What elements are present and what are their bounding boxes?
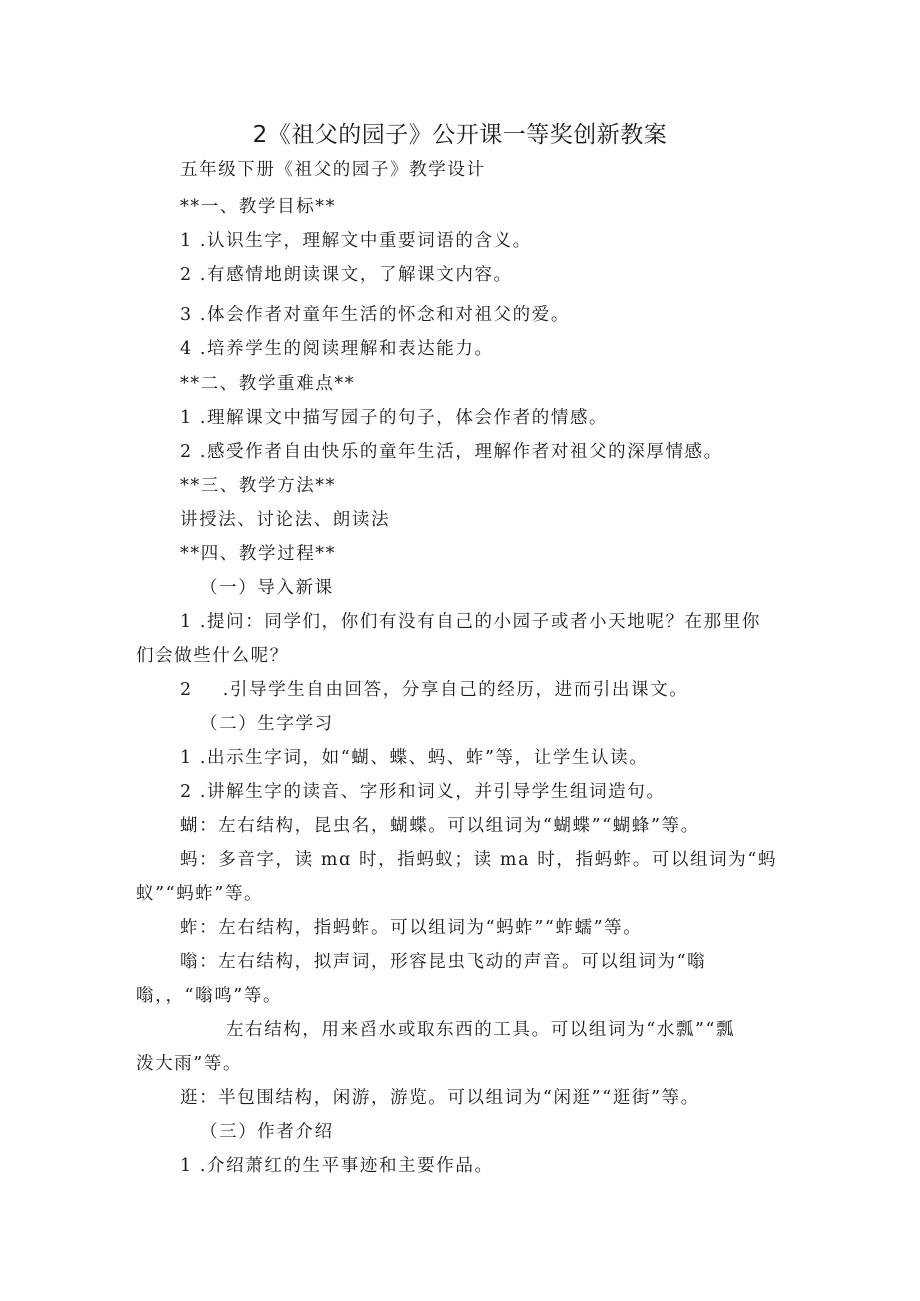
key-point-item: 1 .理解课文中描写园子的句子，体会作者的情感。 [180,408,609,428]
part1-item2-text: .引导学生自由回答，分享自己的经历，进而引出课文。 [222,680,689,700]
goal-item: 3 .体会作者对童年生活的怀念和对祖父的爱。 [180,305,570,325]
part1-item2 [180,678,688,702]
goals-heading: **一、教学目标** [180,197,336,217]
char-zha: 蚱：左右结构，指蚂蚱。可以组词为“蚂蚱”“蚱蠕”等。 [180,918,643,938]
document-title: 2《祖父的园子》公开课一等奖创新教案 [252,122,668,148]
method-heading: **三、教学方法** [180,476,336,496]
char-guang: 逛：半包围结构，闲游，游览。可以组词为“闲逛”“逛街”等。 [180,1088,700,1108]
key-point-item: 2 .感受作者自由快乐的童年生活，理解作者对祖父的深厚情感。 [180,442,723,462]
goal-item: 2 .有感情地朗读课文，了解课文内容。 [180,265,513,285]
part1-heading: （一）导入新课 [200,578,334,598]
part2-item2: 2 .讲解生字的读音、字形和词义，并引导学生组词造句。 [180,782,666,802]
goal-item: 1 .认识生字，理解文中重要词语的含义。 [180,231,532,251]
subtitle: 五年级下册《祖父的园子》教学设计 [180,160,486,180]
part3-heading: （三）作者介绍 [200,1122,334,1142]
char-hu: 蝴：左右结构，昆虫名，蝴蝶。可以组词为“蝴蝶”“蝴蜂”等。 [180,816,700,836]
part2-heading: （二）生字学习 [200,714,334,734]
key-heading: **二、教学重难点** [180,374,356,394]
methods-text: 讲授法、讨论法、朗读法 [180,510,391,530]
part2-item1: 1 .出示生字词，如“蝴、蝶、蚂、蚱”等，让学生认读。 [180,748,649,768]
part1-item1-line2: 们会做些什么呢？ [136,646,289,666]
process-heading: **四、教学过程** [180,544,336,564]
part1-item1-line1: 1 .提问：同学们，你们有没有自己的小园子或者小天地呢？在那里你 [180,612,761,632]
char-weng-line2: 嗡，，“嗡鸣”等。 [136,986,283,1006]
part3-item1: 1 .介绍萧红的生平事迹和主要作品。 [180,1156,494,1176]
char-piao-line1: 左右结构，用来舀水或取东西的工具。可以组词为“水瓢”“瓢 [226,1020,736,1040]
char-ma-line2: 蚁”“蚂蚱”等。 [136,884,264,904]
goal-item: 4 .培养学生的阅读理解和表达能力。 [180,339,494,359]
char-ma-line1: 蚂：多音字，读 mɑ 时，指蚂蚁；读 ma 时，指蚂蚱。可以组词为“蚂 [180,850,778,870]
char-piao-line2: 泼大雨”等。 [136,1054,243,1074]
part1-item2-number: 2 [180,680,193,700]
char-weng-line1: 嗡：左右结构，拟声词，形容昆虫飞动的声音。可以组词为“嗡 [180,952,707,972]
